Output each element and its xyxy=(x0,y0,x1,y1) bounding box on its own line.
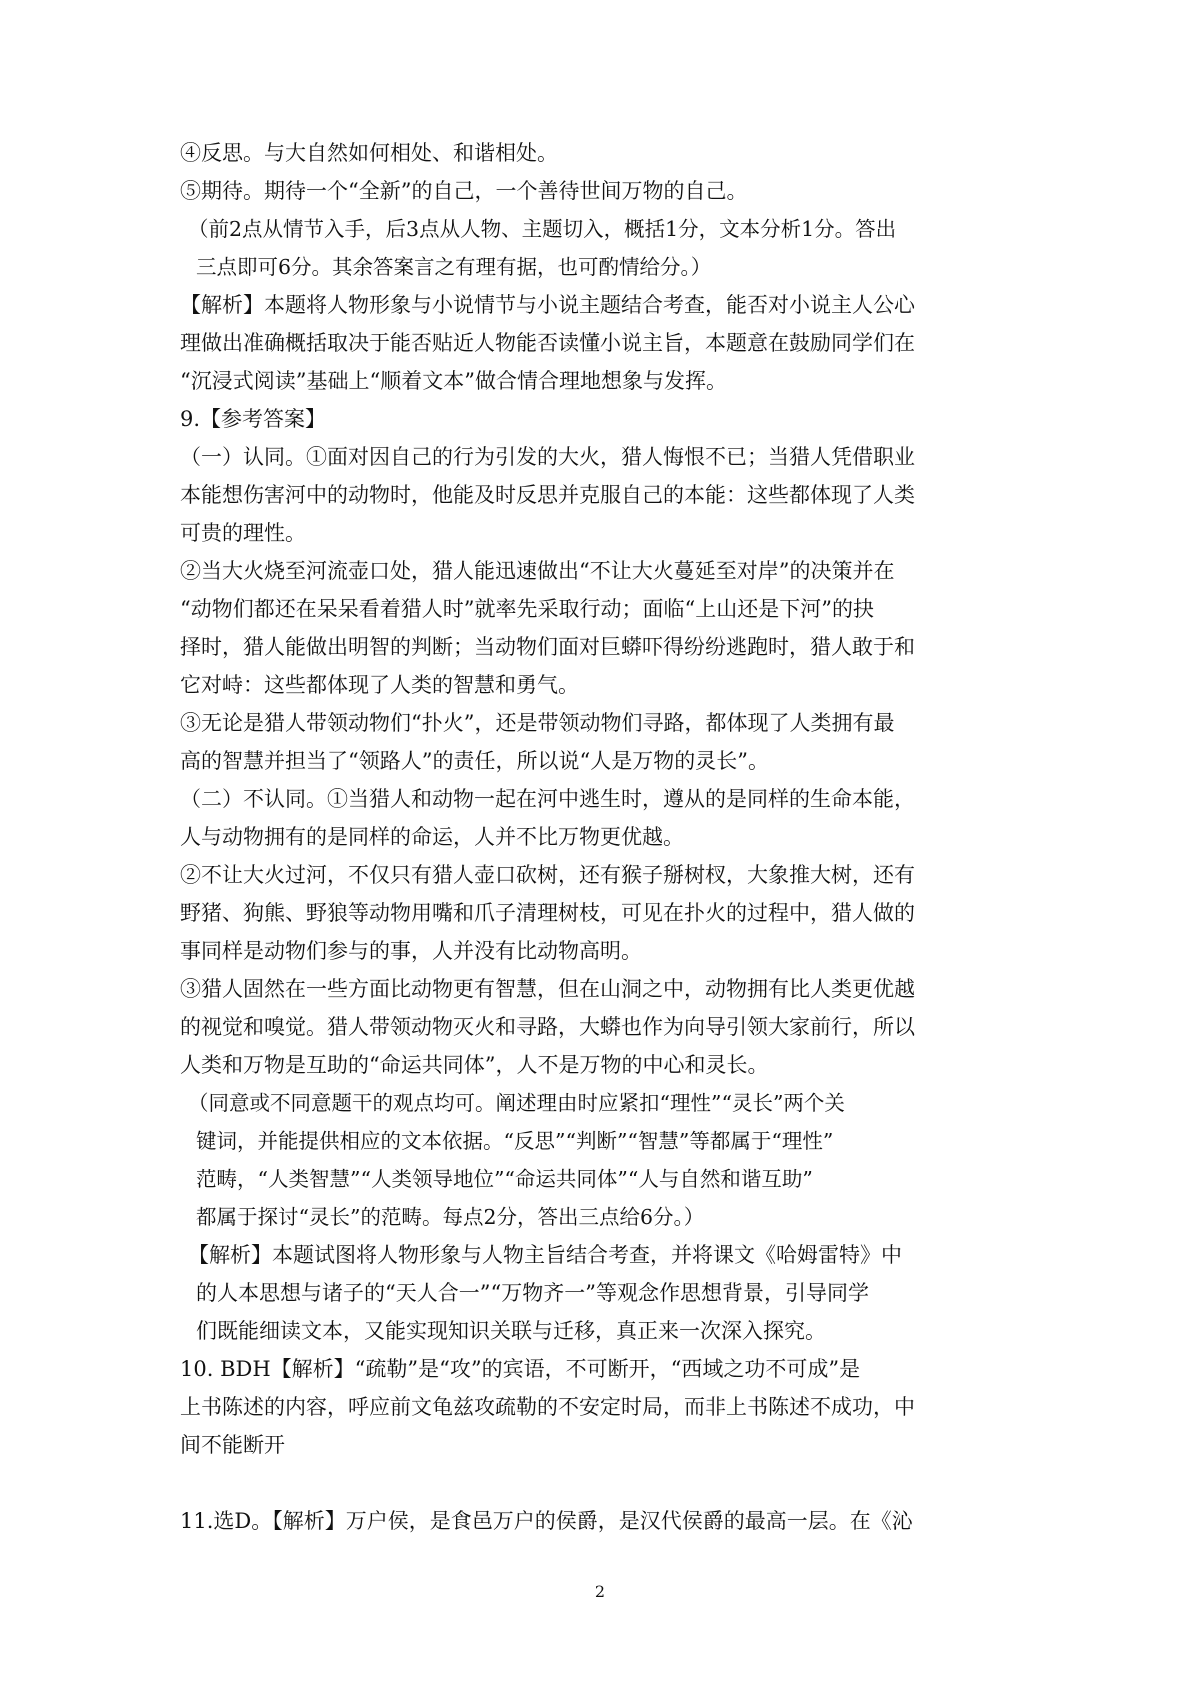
text-line: 的人本思想与诸子的“天人合一”“万物齐一”等观念作思想背景，引导同学 xyxy=(196,1281,869,1305)
text-line: （一）认同。①面对因自己的行为引发的大火，猎人悔恨不已；当猎人凭借职业 xyxy=(180,445,915,469)
text-line: 键词，并能提供相应的文本依据。“反思”“判断”“智慧”等都属于“理性” xyxy=(196,1129,834,1153)
text-line: 理做出准确概括取决于能否贴近人物能否读懂小说主旨，本题意在鼓励同学们在 xyxy=(180,331,915,355)
text-line: 可贵的理性。 xyxy=(180,521,306,545)
text-line: （二）不认同。①当猎人和动物一起在河中逃生时，遵从的是同样的生命本能， xyxy=(180,787,915,811)
text-line: 择时，猎人能做出明智的判断；当动物们面对巨蟒吓得纷纷逃跑时，猎人敢于和 xyxy=(180,635,915,659)
text-line: 三点即可6分。其余答案言之有理有据，也可酌情给分。） xyxy=(196,255,712,279)
text-line: 9.【参考答案】 xyxy=(180,407,327,431)
text-line: 们既能细读文本，又能实现知识关联与迁移，真正来一次深入探究。 xyxy=(196,1319,826,1343)
text-line: ②不让大火过河，不仅只有猎人壶口砍树，还有猴子掰树杈，大象推大树，还有 xyxy=(180,863,915,887)
text-line: （前2点从情节入手，后3点从人物、主题切入，概括1分，文本分析1分。答出 xyxy=(188,217,897,241)
text-line: ③猎人固然在一些方面比动物更有智慧，但在山洞之中，动物拥有比人类更优越 xyxy=(180,977,915,1001)
text-line: 的视觉和嗅觉。猎人带领动物灭火和寻路，大蟒也作为向导引领大家前行，所以 xyxy=(180,1015,915,1039)
text-line: 10. BDH【解析】“疏勒”是“攻”的宾语，不可断开，“西域之功不可成”是 xyxy=(180,1357,861,1381)
text-line: 高的智慧并担当了“领路人”的责任，所以说“人是万物的灵长”。 xyxy=(180,749,769,773)
text-line: 人类和万物是互助的“命运共同体”，人不是万物的中心和灵长。 xyxy=(180,1053,769,1077)
text-line: 本能想伤害河中的动物时，他能及时反思并克服自己的本能：这些都体现了人类 xyxy=(180,483,915,507)
text-line: ④反思。与大自然如何相处、和谐相处。 xyxy=(180,141,558,165)
text-line: 间不能断开 xyxy=(180,1433,285,1457)
text-line: 范畴，“人类智慧”“人类领导地位”“命运共同体”“人与自然和谐互助” xyxy=(196,1167,813,1191)
text-line: ②当大火烧至河流壶口处，猎人能迅速做出“不让大火蔓延至对岸”的决策并在 xyxy=(180,559,895,583)
text-line: ③无论是猎人带领动物们“扑火”，还是带领动物们寻路，都体现了人类拥有最 xyxy=(180,711,895,735)
text-line: “动物们都还在呆呆看着猎人时”就率先采取行动；面临“上山还是下河”的抉 xyxy=(180,597,874,621)
text-line: 野猪、狗熊、野狼等动物用嘴和爪子清理树枝，可见在扑火的过程中，猎人做的 xyxy=(180,901,915,925)
text-line: 【解析】本题将人物形象与小说情节与小说主题结合考查，能否对小说主人公心 xyxy=(180,293,915,317)
text-line: 【解析】本题试图将人物形象与人物主旨结合考查，并将课文《哈姆雷特》中 xyxy=(188,1243,902,1267)
text-line: “沉浸式阅读”基础上“顺着文本”做合情合理地想象与发挥。 xyxy=(180,369,727,393)
text-line: 上书陈述的内容，呼应前文龟兹攻疏勒的不安定时局，而非上书陈述不成功，中 xyxy=(180,1395,915,1419)
text-line: （同意或不同意题干的观点均可。阐述理由时应紧扣“理性”“灵长”两个关 xyxy=(188,1091,845,1115)
text-line: 它对峙：这些都体现了人类的智慧和勇气。 xyxy=(180,673,579,697)
page-number: 2 xyxy=(594,1582,606,1601)
text-line: ⑤期待。期待一个“全新”的自己，一个善待世间万物的自己。 xyxy=(180,179,748,203)
text-line: 事同样是动物们参与的事，人并没有比动物高明。 xyxy=(180,939,642,963)
text-line: 人与动物拥有的是同样的命运，人并不比万物更优越。 xyxy=(180,825,684,849)
text-line: 11.选D。【解析】万户侯，是食邑万户的侯爵，是汉代侯爵的最高一层。在《沁 xyxy=(180,1509,913,1533)
text-line: 都属于探讨“灵长”的范畴。每点2分，答出三点给6分。） xyxy=(196,1205,705,1229)
